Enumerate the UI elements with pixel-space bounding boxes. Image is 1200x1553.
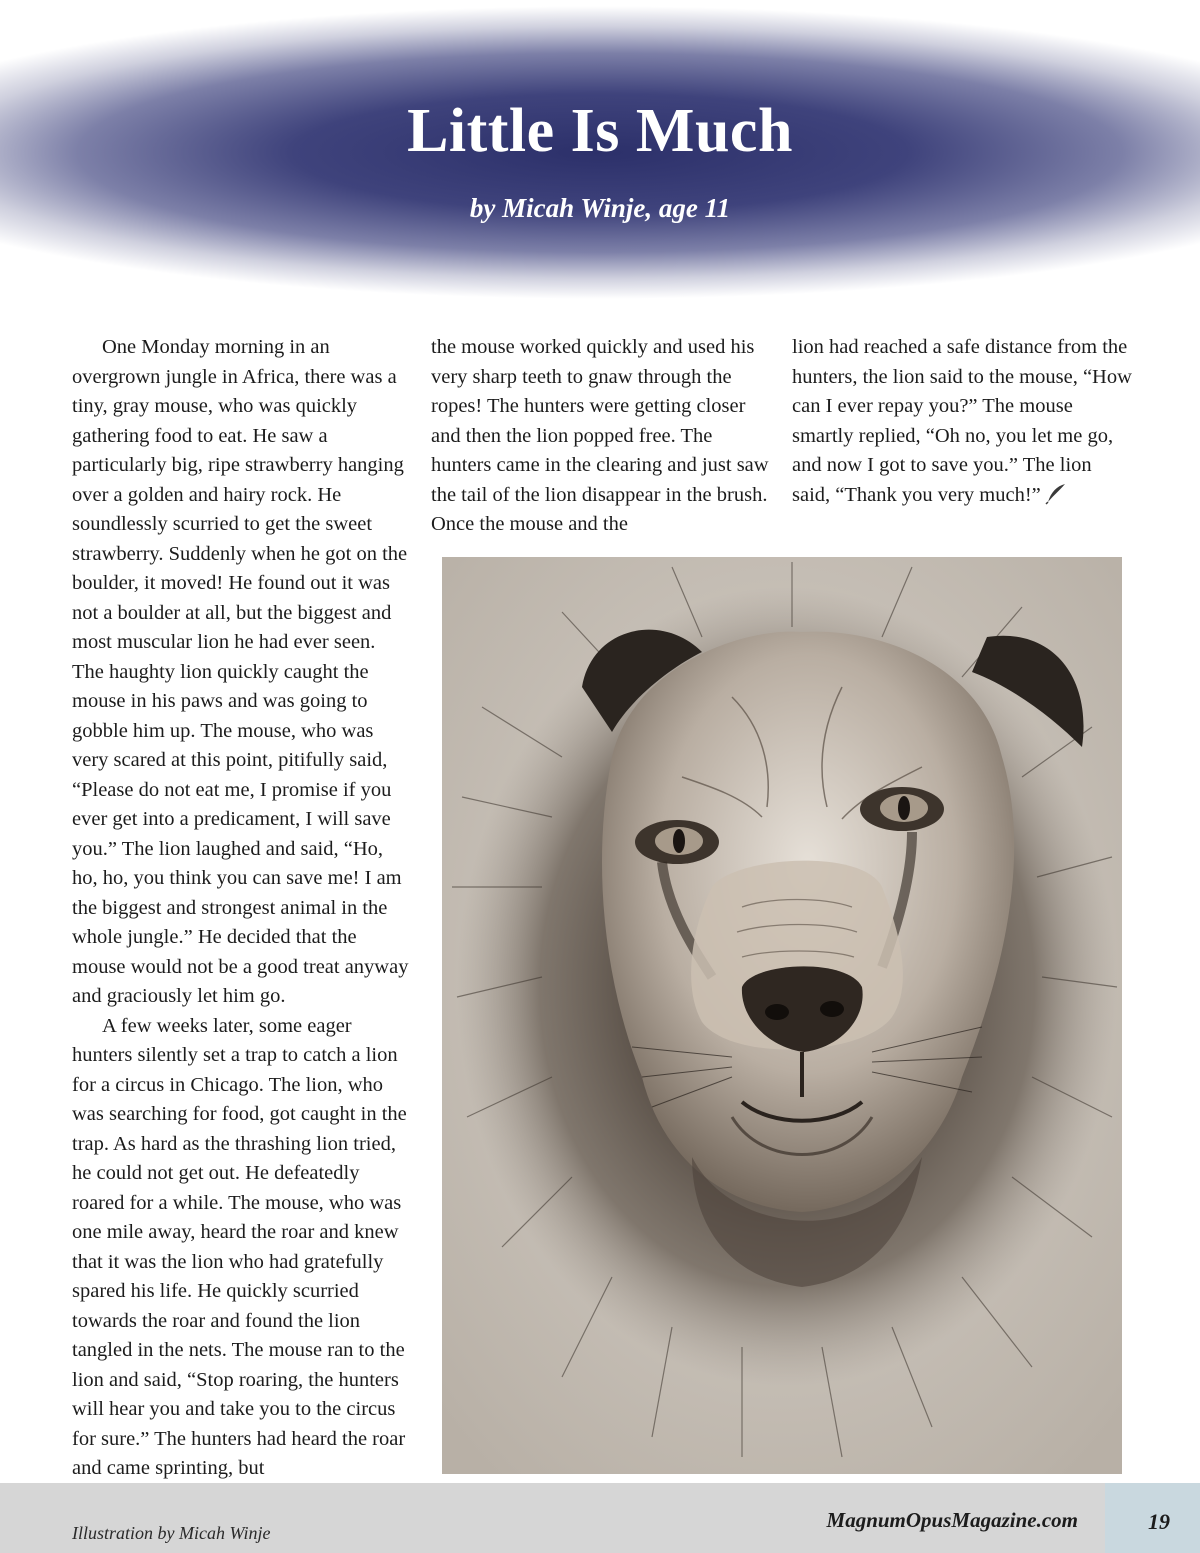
quill-icon bbox=[1045, 483, 1067, 505]
lion-illustration bbox=[442, 557, 1122, 1474]
story-column-1 bbox=[72, 333, 412, 1484]
story-paragraph-4-text: lion had reached a safe distance from the hunters, the lion said to the mouse, “How can I ever repay you?” The mouse smartly replied, “Oh no, you let me go, and now I got to save you.” The lion said, “Thank you very much!” bbox=[792, 336, 1132, 506]
story-paragraph-1: One Monday morning in an overgrown jungle in Africa, there was a tiny, gray mouse, who was quickly gathering food to eat. He saw a particularly big, ripe strawberry hanging over a golden and hairy rock. He soundlessly scurried to get the sweet strawberry. Suddenly when he got on the boulder, it moved! He found out it was not a boulder at all, but the biggest and most muscular lion he had ever seen. The haughty lion quickly caught the mouse in his paws and was going to gobble him up. The mouse, who was very scared at this point, pitifully said, “Please do not eat me, I promise if you ever get into a predicament, I will save you.” The lion laughed and said, “Ho, ho, ho, you think you can save me! I am the biggest and strongest animal in the whole jungle.” He decided that the mouse would not be a good treat anyway and graciously let him go. bbox=[72, 336, 409, 1007]
page-number: 19 bbox=[1148, 1509, 1170, 1534]
article-title: Little Is Much bbox=[407, 97, 793, 165]
story-paragraph-3: the mouse worked quickly and used his very sharp teeth to gnaw through the ropes! The hunters were getting closer and then the lion popped free. The hunters came in the clearing and just saw the tail of the lion disappear in the brush. Once the mouse and the bbox=[431, 336, 769, 535]
magazine-website: MagnumOpusMagazine.com bbox=[826, 1508, 1078, 1532]
story-paragraph-2: A few weeks later, some eager hunters silently set a trap to catch a lion for a circus in Chicago. The lion, who was searching for food, got caught in the trap. As hard as the thrashing lion tried, he could not get out. He defeatedly roared for a while. The mouse, who was one mile away, heard the roar and knew that it was the lion who had gratefully spared his life. He quickly scurried towards the roar and found the lion tangled in the nets. The mouse ran to the lion and said, “Stop roaring, the hunters will hear you and take you to the circus for sure.” The hunters had heard the roar and came sprinting, but bbox=[72, 1014, 407, 1479]
story-paragraph-4 bbox=[792, 333, 1132, 510]
story-column-2 bbox=[431, 333, 771, 540]
story-column-3 bbox=[792, 333, 1132, 510]
illustration-credit: Illustration by Micah Winje bbox=[72, 1523, 271, 1543]
author-byline: by Micah Winje, age 11 bbox=[469, 193, 731, 223]
